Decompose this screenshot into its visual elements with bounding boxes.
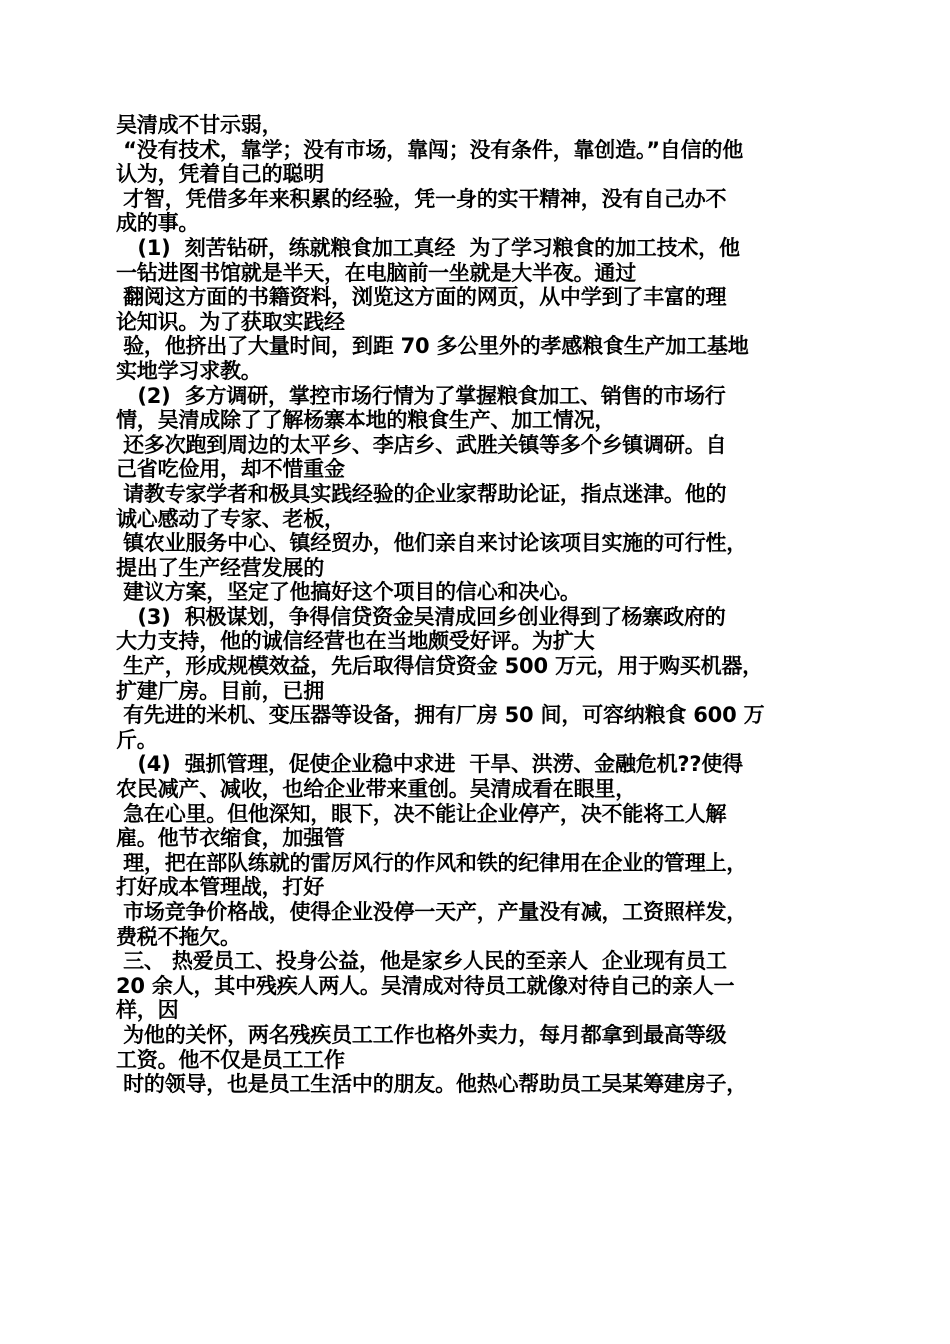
text-line: 实地学习求教。 [116,358,262,383]
text-line: 翻阅这方面的书籍资料，浏览这方面的网页，从中学到了丰富的理 [116,285,727,310]
text-line: 诚心感动了专家、老板， [116,506,345,531]
text-line: 请教专家学者和极具实践经验的企业家帮助论证，指点迷津。他的 [116,481,727,506]
text-line: 还多次跑到周边的太平乡、李店乡、武胜关镇等多个乡镇调研。自 [116,432,727,457]
text-line: 提出了生产经营发展的 [116,555,324,580]
text-line: 镇农业服务中心、镇经贸办，他们亲自来讨论该项目实施的可行性， [116,531,748,556]
text-line: 己省吃俭用，却不惜重金 [116,457,345,482]
text-line: 急在心里。但他深知，眼下，决不能让企业停产，决不能将工人解 [116,801,727,826]
text-line: 雇。他节衣缩食，加强管 [116,826,345,851]
text-line: 论知识。为了获取实践经 [116,309,345,334]
text-line: 斤。 [116,727,158,752]
text-line: 工资。他不仅是员工工作 [116,1047,345,1072]
text-line: 一钻进图书馆就是半天，在电脑前一坐就是大半夜。通过 [116,260,636,285]
text-line: 认为，凭着自己的聪明 [116,162,324,187]
text-line: 验，他挤出了大量时间，到距 70 多公里外的孝感粮食生产加工基地 [116,334,749,359]
text-line: 有先进的米机、变压器等设备，拥有厂房 50 间，可容纳粮食 600 万 [116,703,765,728]
text-line: 三、 热爱员工、投身公益，他是家乡人民的至亲人 企业现有员工 [116,949,727,974]
text-line: 才智，凭借多年来积累的经验，凭一身的实干精神，没有自己办不 [116,186,727,211]
text-line: 生产，形成规模效益，先后取得信贷资金 500 万元，用于购买机器， [116,654,763,679]
text-line: 吴清成不甘示弱， [116,113,283,137]
text-line: (2) 多方调研，掌控市场行情为了掌握粮食加工、销售的市场行 [116,383,726,408]
text-line: 费税不拖欠。 [116,924,241,949]
text-line: 20 余人，其中残疾人两人。吴清成对待员工就像对待自己的亲人一 [116,973,735,998]
text-line: 打好成本管理战，打好 [116,875,324,900]
text-line: 时的领导，也是员工生活中的朋友。他热心帮助员工吴某筹建房子， [116,1072,748,1097]
text-line: “没有技术，靠学；没有市场，靠闯；没有条件，靠创造。”自信的他 [116,137,744,162]
text-line: 建议方案，坚定了他搞好这个项目的信心和决心。 [116,580,581,605]
text-line: 样，因 [116,998,179,1023]
body-text [116,113,836,1097]
text-line: (4) 强抓管理，促使企业稳中求进 干旱、洪涝、金融危机??使得 [116,752,743,777]
text-line: 成的事。 [116,211,200,236]
text-line: 为他的关怀，两名残疾员工工作也格外卖力，每月都拿到最高等级 [116,1022,727,1047]
text-line: 农民减产、减收，也给企业带来重创。吴清成看在眼里， [116,777,636,802]
text-line: 市场竞争价格战，使得企业没停一天产，产量没有减，工资照样发， [116,900,748,924]
text-line: 理，把在部队练就的雷厉风行的作风和铁的纪律用在企业的管理上， [116,850,748,875]
text-line: 情，吴清成除了了解杨寨本地的粮食生产、加工情况， [116,408,616,433]
text-line: 扩建厂房。目前，已拥 [116,678,324,703]
text-line: (1) 刻苦钻研，练就粮食加工真经 为了学习粮食的加工技术，他 [116,235,740,260]
text-line: (3) 积极谋划，争得信贷资金吴清成回乡创业得到了杨寨政府的 [116,604,726,629]
text-line: 大力支持，他的诚信经营也在当地颇受好评。为扩大 [116,629,595,654]
